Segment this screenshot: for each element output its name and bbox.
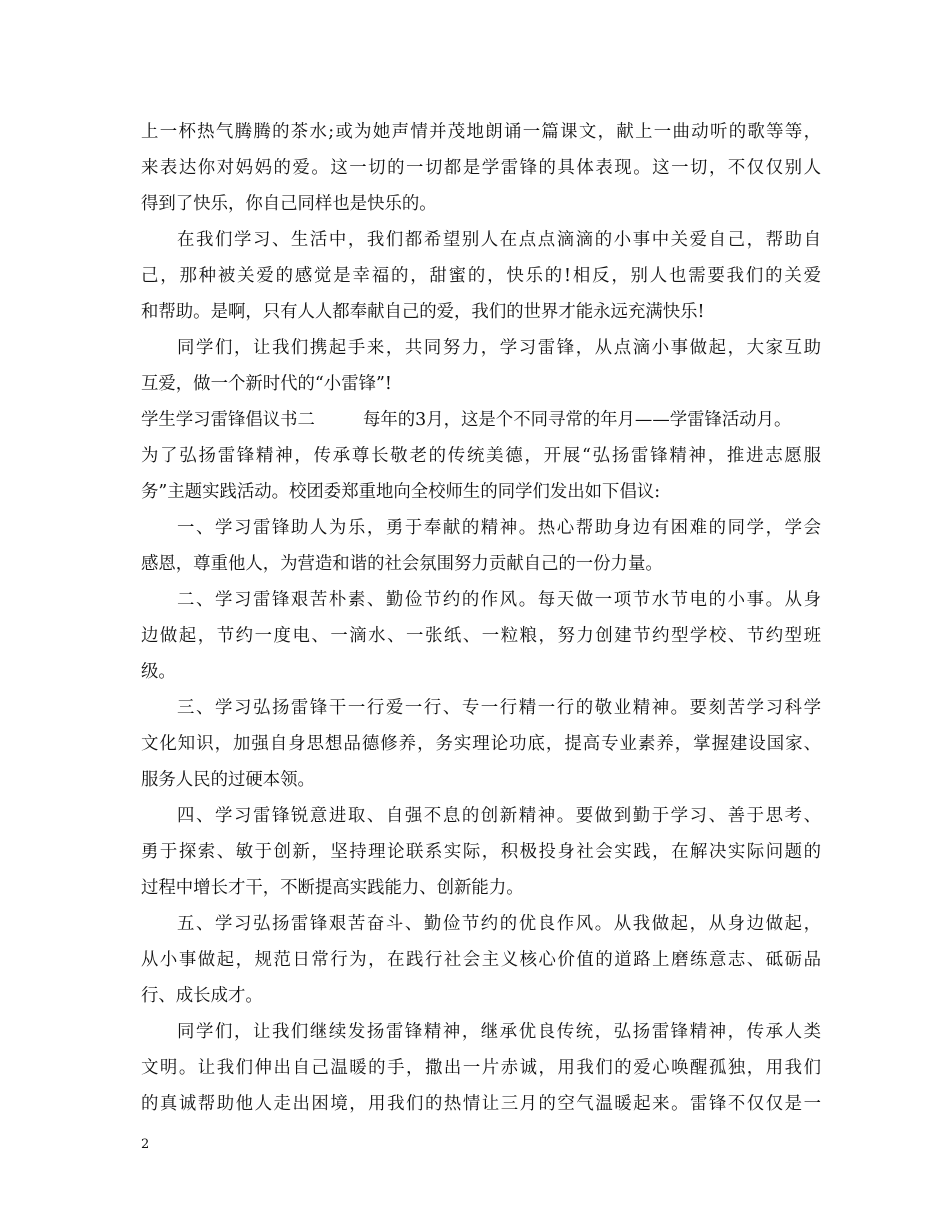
body-text-line: 上一杯热气腾腾的茶水;或为她声情并茂地朗诵一篇课文，献上一曲动听的歌等等，	[141, 122, 821, 142]
body-text-line: 边做起，节约一度电、一滴水、一张纸、一粒粮，努力创建节约型学校、节约型班	[141, 626, 821, 646]
page-number: 2	[141, 1137, 150, 1152]
body-text-line: 二、学习雷锋艰苦朴素、勤俭节约的作风。每天做一项节水节电的小事。从身	[177, 590, 821, 610]
body-text-line: 文明。让我们伸出自己温暖的手，撒出一片赤诚，用我们的爱心唤醒孤独，用我们	[141, 1058, 821, 1078]
body-text-line: 己，那种被关爱的感觉是幸福的，甜蜜的，快乐的!相反，别人也需要我们的关爱	[141, 266, 821, 286]
body-text-line: 为了弘扬雷锋精神，传承尊长敬老的传统美德，开展“弘扬雷锋精神，推进志愿服	[141, 446, 821, 466]
body-text-line: 文化知识，加强自身思想品德修养，务实理论功底，提高专业素养，掌握建设国家、	[141, 734, 821, 754]
body-text-line: 来表达你对妈妈的爱。这一切的一切都是学雷锋的具体表现。这一切，不仅仅别人	[141, 158, 821, 178]
body-text-line: 服务人民的过硬本领。	[141, 770, 315, 790]
body-text-line: 一、学习雷锋助人为乐，勇于奉献的精神。热心帮助身边有困难的同学，学会	[177, 518, 821, 538]
body-text-line: 过程中增长才干，不断提高实践能力、创新能力。	[141, 878, 524, 898]
body-text-line: 级。	[141, 662, 176, 682]
body-text-span: 每年的3月，这是个不同寻常的年月——学雷锋活动月。	[363, 410, 792, 430]
body-text-line: 五、学习弘扬雷锋艰苦奋斗、勤俭节约的优良作风。从我做起，从身边做起，	[177, 914, 821, 934]
body-text-line: 四、学习雷锋锐意进取、自强不息的创新精神。要做到勤于学习、善于思考、	[177, 806, 821, 826]
section-heading-line	[141, 409, 821, 431]
body-text-line: 的真诚帮助他人走出困境，用我们的热情让三月的空气温暖起来。雷锋不仅仅是一	[141, 1094, 821, 1114]
body-text-line: 从小事做起，规范日常行为，在践行社会主义核心价值的道路上磨练意志、砥砺品	[141, 950, 821, 970]
body-text-line: 感恩，尊重他人，为营造和谐的社会氛围努力贡献自己的一份力量。	[141, 554, 663, 574]
body-text-line: 务”主题实践活动。校团委郑重地向全校师生的同学们发出如下倡议:	[141, 482, 661, 502]
body-text-line: 在我们学习、生活中，我们都希望别人在点点滴滴的小事中关爱自己，帮助自	[177, 230, 821, 250]
body-text-line: 互爱，做一个新时代的“小雷锋”!	[141, 374, 392, 394]
body-text-line: 同学们，让我们继续发扬雷锋精神，继承优良传统，弘扬雷锋精神，传承人类	[177, 1022, 821, 1042]
body-text-line: 得到了快乐，你自己同样也是快乐的。	[141, 194, 437, 214]
body-text-line: 勇于探索、敏于创新，坚持理论联系实际，积极投身社会实践，在解决实际问题的	[141, 842, 821, 862]
body-text-line: 同学们，让我们携起手来，共同努力，学习雷锋，从点滴小事做起，大家互助	[177, 338, 821, 358]
body-text-line: 三、学习弘扬雷锋干一行爱一行、专一行精一行的敬业精神。要刻苦学习科学	[177, 698, 821, 718]
body-text-line: 行、成长成才。	[141, 986, 263, 1006]
section-heading: 学生学习雷锋倡议书二	[141, 410, 315, 430]
body-text-line: 和帮助。是啊，只有人人都奉献自己的爱，我们的世界才能永远充满快乐!	[141, 302, 705, 322]
